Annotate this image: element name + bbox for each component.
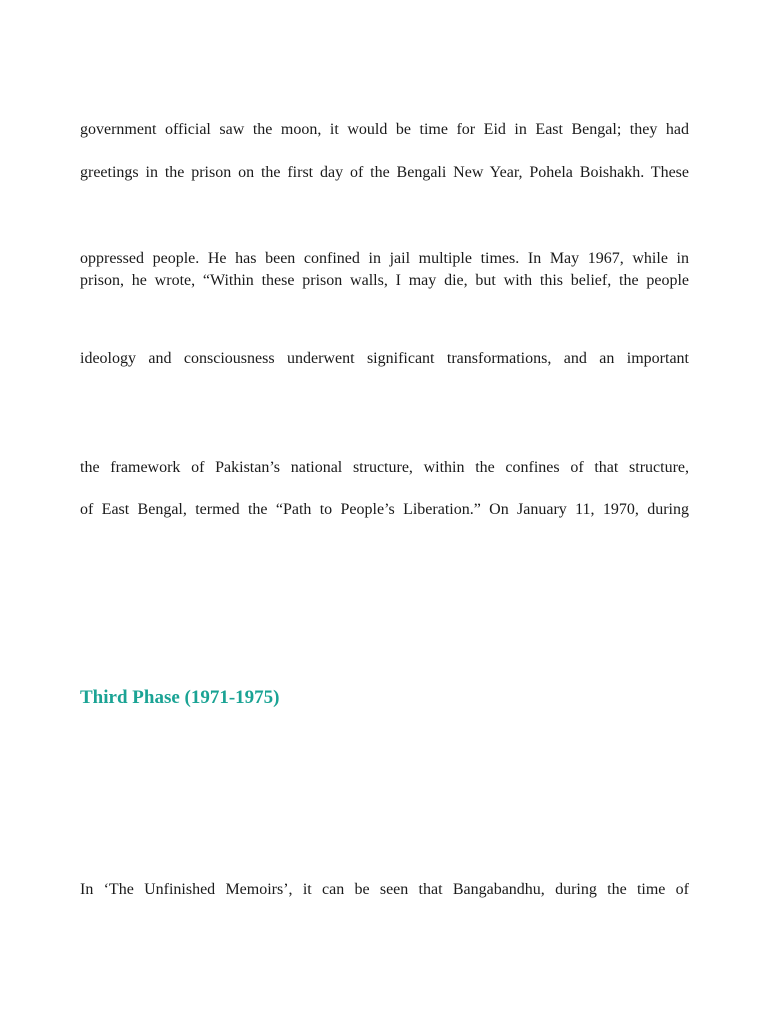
- text-line-1: government official saw the moon, it would be time for Eid in East Bengal; they had: [80, 121, 689, 138]
- text-line-6: the framework of Pakistan’s national structure, within the confines of that structure,: [80, 459, 689, 476]
- section-heading: Third Phase (1971-1975): [80, 687, 280, 708]
- text-line-8: In ‘The Unfinished Memoirs’, it can be seen that Bangabandhu, during the time of: [80, 881, 689, 898]
- text-line-2: greetings in the prison on the first day of the Bengali New Year, Pohela Boishakh. These: [80, 164, 689, 181]
- text-line-7: of East Bengal, termed the “Path to People’s Liberation.” On January 11, 1970, during: [80, 501, 689, 518]
- text-line-4: prison, he wrote, “Within these prison walls, I may die, but with this belief, the people: [80, 272, 689, 289]
- text-line-5: ideology and consciousness underwent significant transformations, and an important: [80, 350, 689, 367]
- text-line-3: oppressed people. He has been confined in jail multiple times. In May 1967, while in: [80, 250, 689, 267]
